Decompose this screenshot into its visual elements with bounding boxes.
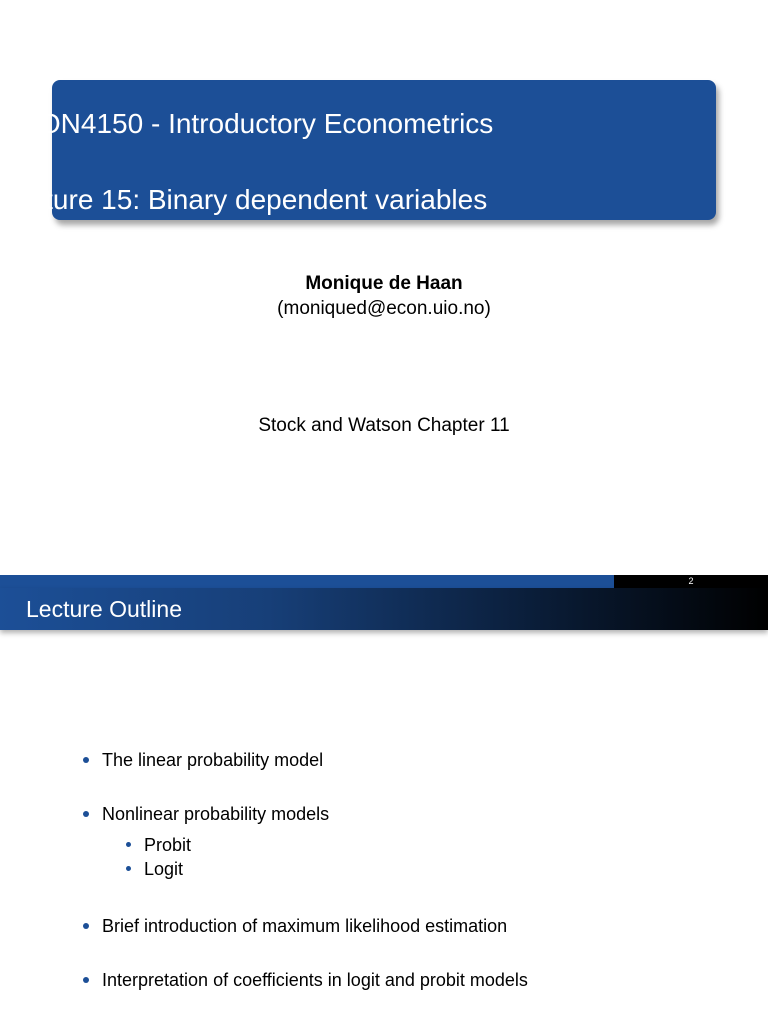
slide-subtitle: Lecture 15: Binary dependent variables: [0, 184, 488, 215]
bullet-icon: [83, 811, 89, 817]
list-item-text: The linear probability model: [102, 750, 324, 770]
page-number: 2: [688, 576, 694, 586]
bullet-icon: [83, 923, 89, 929]
author-name: Monique de Haan: [305, 273, 463, 294]
bullet-icon: [83, 977, 89, 983]
list-item-text: Brief introduction of maximum likelihood estimation: [102, 916, 508, 936]
frame-header: [0, 588, 768, 630]
bullet-icon: [83, 757, 89, 763]
slide-title: ECON4150 - Introductory Econometrics: [0, 108, 494, 139]
source-reference: Stock and Watson Chapter 11: [258, 415, 510, 436]
frame-title: Lecture Outline: [26, 596, 182, 622]
list-item-text: Interpretation of coefficients in logit and probit models: [102, 970, 528, 990]
list-item-text: Nonlinear probability models: [102, 804, 330, 824]
sub-list-item-text: Logit: [144, 859, 184, 879]
bullet-icon: [126, 866, 131, 871]
sub-list-item-text: Probit: [144, 835, 192, 855]
outline-slide: [0, 575, 768, 1024]
author-email: (moniqued@econ.uio.no): [277, 298, 491, 319]
bullet-icon: [126, 842, 131, 847]
